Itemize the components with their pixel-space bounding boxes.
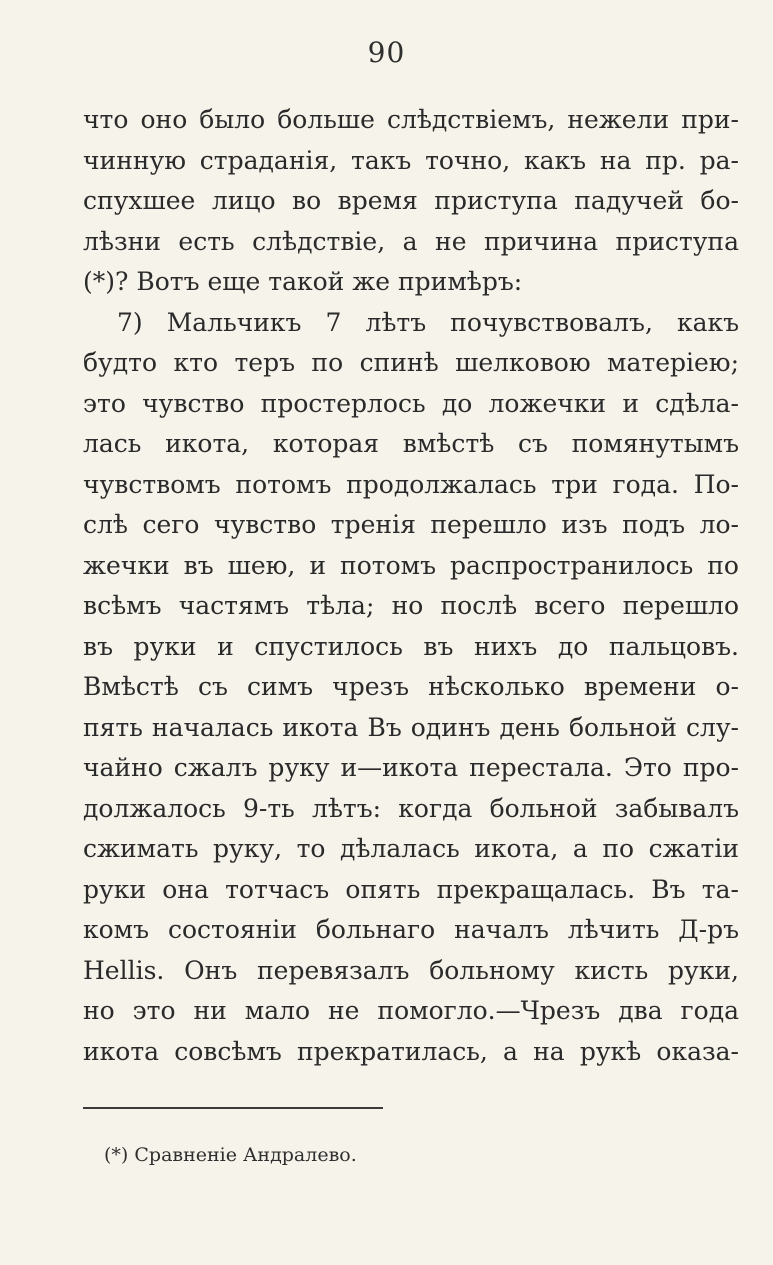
text-line: (*)? Вотъ еще такой же примѣръ: [83,267,523,296]
text-line: слѣ сего чувство тренія перешло изъ подъ ло- [83,510,739,539]
text-line: руки она тотчасъ опять прекращалась. Въ та- [83,874,739,904]
text-line: пять началась икота Въ одинъ день больной слу- [83,712,739,742]
text-line: комъ состояніи больнаго началъ лѣчить Д-ръ [83,915,739,944]
text-line: сжимать руку, то дѣлалась икота, а по сжатіи [83,834,739,863]
text-line: чайно сжалъ руку и—икота перестала. Это про- [83,753,739,782]
text-line: будто кто теръ по спинѣ шелковою матеріею; [83,348,739,377]
text-line: должалось 9-ть лѣтъ: когда больной забывалъ [83,793,739,823]
text-line: чувствомъ потомъ продолжалась три года. По- [83,469,739,499]
text-line: но это ни мало не помогло.—Чрезъ два года [83,996,739,1025]
text-line: Вмѣстѣ съ симъ чрезъ нѣсколько времени о- [83,672,739,701]
text-line: жечки въ шею, и потомъ распространилось по [83,550,739,580]
footnote: (*) Сравненіе Андралево. [104,1144,357,1166]
body-text [83,100,739,1072]
text-line: что оно было больше слѣдствіемъ, нежели при- [83,105,739,134]
text-line: лѣзни есть слѣдствіе, а не причина приступа [83,226,739,256]
text-line: въ руки и спустилось въ нихъ до пальцовъ. [83,631,739,661]
text-line: 7) Мальчикъ 7 лѣтъ почувствовалъ, какъ [117,307,739,337]
text-line: Hellis. Онъ перевязалъ больному кисть руки, [83,955,739,985]
page-number: 90 [367,36,406,69]
text-line: икота совсѣмъ прекратилась, а на рукѣ оказа- [83,1036,739,1066]
text-line: чинную страданія, такъ точно, какъ на пр. ра- [83,145,739,175]
text-line: всѣмъ частямъ тѣла; но послѣ всего перешло [83,591,739,620]
text-line: это чувство простерлось до ложечки и сдѣла- [83,388,739,418]
text-line: лась икота, которая вмѣстѣ съ помянутымъ [83,429,739,458]
footnote-divider [83,1107,383,1109]
text-line: спухшее лицо во время приступа падучей бо- [83,186,739,215]
